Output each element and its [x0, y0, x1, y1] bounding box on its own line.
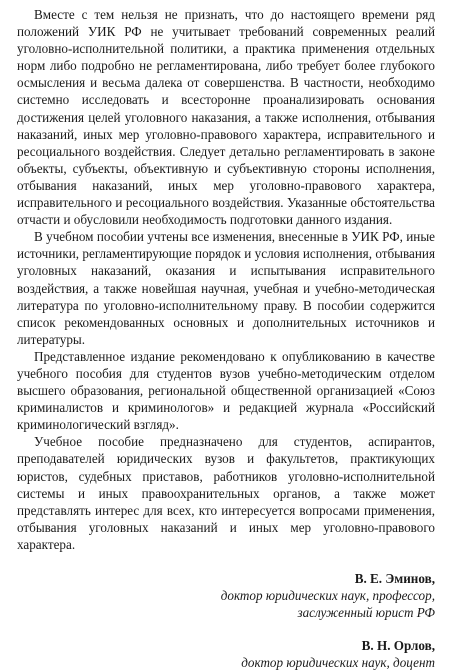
- paragraph-4: Учебное пособие предназначено для студентов, аспирантов, преподавателей юридических вузов и факультетов, практикующих юристов, судебных приставов, работников уголовно-исполнительной системы и иных правоохранительных органов, а также может представлять интерес для всех, кто интересуется вопросами применения, отбывания уголовных наказаний и иных мер уголовно-правового характера.: [17, 434, 435, 552]
- signature-eminov: [17, 570, 435, 621]
- signature-name: В. Н. Орлов,: [361, 638, 435, 654]
- signature-name: В. Е. Эминов,: [354, 571, 435, 586]
- document-page: [17, 6, 435, 671]
- paragraph-1: Вместе с тем нельзя не признать, что до настоящего времени ряд положений УИК РФ не учитывает требований современных реалий уголовно-исполнительной политики, а практика применения отдельных норм либо подробно не регламентирована, либо требует более глубокого осмысления и весьма далека от совершенства. В частности, необходимо системно исследовать и всесторонне проанализировать основания достижения целей уголовного наказания, а также исполнения, отбывания наказаний, иных мер уголовно-правового характера, исправительного и ресоциального воздействия. Следует детально регламентировать в законе объекты, субъекты, объективную и субъективную стороны исполнения, отбывания наказаний, иных мер уголовно-правового характера, исправительного и ресоциального воздействия. Указанные обстоятельства отчасти и обусловили необходимость подготовки данного издания.: [17, 7, 435, 228]
- paragraph-2: В учебном пособии учтены все изменения, внесенные в УИК РФ, иные источники, регламентирующие порядок и условия исполнения, отбывания уголовных наказаний, оказания и испытывания исправительного воздействия, а также новейшая научная, учебная и учебно-методическая литература по уголовно-исполнительному праву. В пособии содержится список рекомендованных основных и дополнительных источников и литературы.: [17, 229, 435, 347]
- signature-title: доктор юридических наук, профессор,: [220, 588, 435, 604]
- paragraph-3: Представленное издание рекомендовано к опубликованию в качестве учебного пособия для студентов вузов учебно-методическим отделом высшего образования, региональной общественной организацией «Союз криминалистов и криминологов» и редакцией журнала «Российский криминологический взгляд».: [17, 348, 435, 433]
- signature-title: доктор юридических наук, доцент: [241, 655, 435, 671]
- signature-orlov: [17, 637, 435, 671]
- signature-title: заслуженный юрист РФ: [297, 605, 435, 621]
